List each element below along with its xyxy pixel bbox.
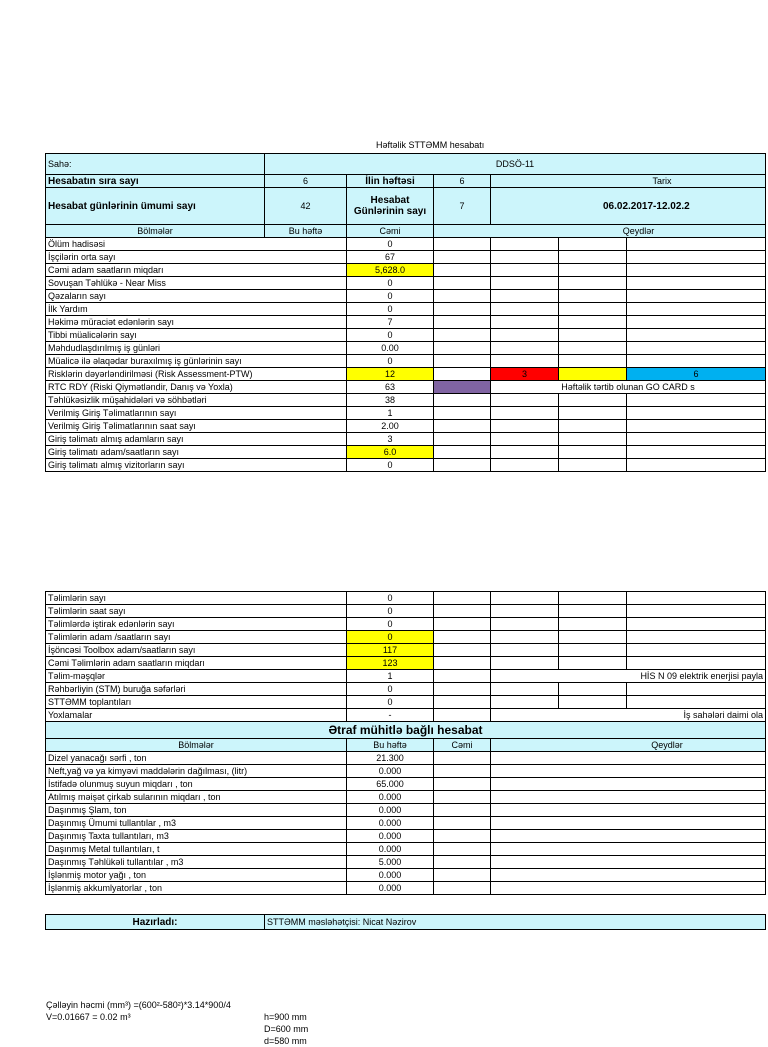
- col-this-week: Bu həftə: [265, 225, 347, 238]
- row-value-total: [434, 329, 491, 342]
- table-row: [46, 433, 766, 446]
- row-note-cell: [491, 433, 559, 446]
- row-note-cell: [491, 277, 559, 290]
- row-value-this-week: 0: [347, 696, 434, 709]
- row-value-this-week: 0.000: [347, 804, 434, 817]
- table-row: [46, 709, 766, 722]
- row-value-this-week: 2.00: [347, 420, 434, 433]
- report-title-text: Həftəlik STTƏMM hesabatı: [376, 140, 485, 150]
- row-label: Rəhbərliyin (STM) buruğa səfərləri: [46, 683, 347, 696]
- height-dim: h=900 mm: [264, 1012, 307, 1022]
- row-value-total: [434, 657, 491, 670]
- row-value-this-week: 1: [347, 407, 434, 420]
- prepared-label: Hazırladı:: [46, 915, 265, 930]
- row-value-this-week: 0: [347, 238, 434, 251]
- row-note: İş sahələri daimi ola: [491, 709, 766, 722]
- row-label: Məhdudlaşdırılmış iş günləri: [46, 342, 347, 355]
- row-value-total: [434, 407, 491, 420]
- col-sections: Bölmələr: [46, 739, 347, 752]
- row-note-cell: [559, 264, 627, 277]
- row-note-cell: [559, 696, 627, 709]
- row-note-cell: [627, 251, 766, 264]
- row-value-this-week: 0: [347, 303, 434, 316]
- row-note-cell: [491, 605, 559, 618]
- row-value-this-week: 0: [347, 290, 434, 303]
- row-value-total: [434, 752, 491, 765]
- row-label: Yoxlamalar: [46, 709, 347, 722]
- row-value-total: [434, 709, 491, 722]
- row-label: Daşınmış Ümumi tullantılar , m3: [46, 817, 347, 830]
- table-row: [46, 290, 766, 303]
- row-value-total: [434, 765, 491, 778]
- row-value-total: [434, 817, 491, 830]
- table-row: [46, 420, 766, 433]
- row-note-cell: [559, 683, 627, 696]
- row-label: Təlimlərin adam /saatların sayı: [46, 631, 347, 644]
- row-note-cell: [559, 394, 627, 407]
- site-label: Sahə:: [46, 154, 265, 175]
- row-note-cell: [491, 752, 766, 765]
- table-row: [46, 277, 766, 290]
- row-value-total: [434, 843, 491, 856]
- col-total: Cəmi: [434, 739, 491, 752]
- training-table: [45, 591, 766, 895]
- table-row: [46, 238, 766, 251]
- row-note-cell: [491, 830, 766, 843]
- row-note-cell: [491, 290, 559, 303]
- env-row: [46, 817, 766, 830]
- row-note-cell: [559, 644, 627, 657]
- row-value-total: [434, 342, 491, 355]
- row-note-cell: [491, 618, 559, 631]
- col-notes: Qeydlər: [434, 225, 766, 238]
- row-value-this-week: 0.000: [347, 882, 434, 895]
- row-value-this-week: 123: [347, 657, 434, 670]
- row-value-this-week: 0: [347, 277, 434, 290]
- row-note: HİS N 09 elektrik enerjisi payla: [491, 670, 766, 683]
- row-label: Qəzaların sayı: [46, 290, 347, 303]
- row-label: Neft,yağ və ya kimyəvi maddələrin dağılması, (litr): [46, 765, 347, 778]
- row-note-cell: [559, 433, 627, 446]
- row-label: Cəmi adam saatların miqdarı: [46, 264, 347, 277]
- risk-high-count: 3: [491, 368, 559, 381]
- row-note-cell: [491, 644, 559, 657]
- row-value-this-week: 0.000: [347, 869, 434, 882]
- row-value-total: [434, 791, 491, 804]
- row-value-this-week: 3: [347, 433, 434, 446]
- row-note-cell: [491, 238, 559, 251]
- row-note-cell: [491, 342, 559, 355]
- row-note-cell: [627, 290, 766, 303]
- table-row: [46, 381, 766, 394]
- col-sections: Bölmələr: [46, 225, 265, 238]
- row-value-this-week: 7: [347, 316, 434, 329]
- row-value-this-week: 0: [347, 355, 434, 368]
- table-row: [46, 644, 766, 657]
- table-row: [46, 670, 766, 683]
- row-label: Giriş təlimatı almış vizitorların sayı: [46, 459, 347, 472]
- row-note-cell: [627, 264, 766, 277]
- inner-diameter-dim: d=580 mm: [264, 1036, 307, 1046]
- row-label: İşlənmiş motor yağı , ton: [46, 869, 347, 882]
- site-value: DDSÖ-11: [265, 154, 766, 175]
- row-note-cell: [559, 459, 627, 472]
- row-label: İstifadə olunmuş suyun miqdarı , ton: [46, 778, 347, 791]
- report-days-value: 7: [434, 188, 491, 225]
- row-note-cell: [491, 843, 766, 856]
- env-section-title: Ətraf mühitlə bağlı hesabat: [46, 722, 766, 739]
- row-note-cell: [491, 631, 559, 644]
- row-label: Daşınmış Metal tullantıları, t: [46, 843, 347, 856]
- row-note-cell: [559, 238, 627, 251]
- row-note-cell: [491, 882, 766, 895]
- row-note-cell: [559, 277, 627, 290]
- row-note-cell: [559, 355, 627, 368]
- row-value-this-week: 0: [347, 618, 434, 631]
- row-value-this-week: 67: [347, 251, 434, 264]
- table-row: [46, 605, 766, 618]
- row-value-this-week: 21.300: [347, 752, 434, 765]
- report-number-label: Hesabatın sıra sayı: [46, 175, 265, 188]
- row-note-cell: [491, 264, 559, 277]
- report-days-label: Hesabat Günlərinin sayı: [347, 188, 434, 225]
- row-label: İlk Yardım: [46, 303, 347, 316]
- row-value-total: [434, 433, 491, 446]
- row-value-total: [434, 683, 491, 696]
- row-note-cell: [491, 657, 559, 670]
- report-days-total-label: Hesabat günlərinin ümumi sayı: [46, 188, 265, 225]
- row-label: İşlənmiş akkumlyatorlar , ton: [46, 882, 347, 895]
- env-row: [46, 791, 766, 804]
- table-row: [46, 303, 766, 316]
- row-value-this-week: 1: [347, 670, 434, 683]
- row-note-cell: [627, 644, 766, 657]
- row-label: İşöncəsi Toolbox adam/saatların sayı: [46, 644, 347, 657]
- row-note-cell: [559, 420, 627, 433]
- table-row: [46, 446, 766, 459]
- row-label: Risklərin dəyərləndirilməsi (Risk Assessment-PTW): [46, 368, 347, 381]
- row-note-cell: [559, 329, 627, 342]
- row-note-cell: [627, 303, 766, 316]
- row-label: STTƏMM toplantıları: [46, 696, 347, 709]
- row-value-total: [434, 856, 491, 869]
- env-row: [46, 843, 766, 856]
- table-row: [46, 592, 766, 605]
- col-notes: Qeydlər: [491, 739, 766, 752]
- table-row: [46, 264, 766, 277]
- env-row: [46, 830, 766, 843]
- row-label: Müalicə ilə əlaqədar buraxılmış iş günlərinin sayı: [46, 355, 347, 368]
- row-label: Sovuşan Təhlükə - Near Miss: [46, 277, 347, 290]
- row-value-this-week: 63: [347, 381, 434, 394]
- row-label: Daşınmış Taxta tullantıları, m3: [46, 830, 347, 843]
- env-row: [46, 752, 766, 765]
- row-label: Həkimə müraciət edənlərin sayı: [46, 316, 347, 329]
- row-note-cell: [491, 791, 766, 804]
- row-label: Atılmış məişət çirkab sularının miqdarı , ton: [46, 791, 347, 804]
- prepared-by-row: [45, 914, 766, 930]
- env-row: [46, 869, 766, 882]
- table-row: [46, 618, 766, 631]
- row-note: Həftəlik tərtib olunan GO CARD s: [491, 381, 766, 394]
- env-row: [46, 882, 766, 895]
- row-label: Daşınmış Şlam, ton: [46, 804, 347, 817]
- prepared-value: STTƏMM məsləhətçisi: Nicat Nəzirov: [265, 915, 766, 930]
- row-value-this-week: 0: [347, 683, 434, 696]
- row-note-cell: [491, 817, 766, 830]
- row-value-total: [434, 459, 491, 472]
- row-value-total: [434, 778, 491, 791]
- row-note-cell: [559, 316, 627, 329]
- row-note-cell: [491, 765, 766, 778]
- row-note-cell: [559, 605, 627, 618]
- row-note-cell: [559, 657, 627, 670]
- row-note-cell: [559, 303, 627, 316]
- row-note-cell: [491, 394, 559, 407]
- row-note-cell: [491, 869, 766, 882]
- volume-text: V=0.01667 = 0.02 m³: [46, 1012, 131, 1022]
- row-note-cell: [627, 618, 766, 631]
- row-note-cell: [627, 605, 766, 618]
- row-value-this-week: 0: [347, 631, 434, 644]
- env-header-row: [46, 739, 766, 752]
- row-note-cell: [627, 683, 766, 696]
- row-value-total: [434, 644, 491, 657]
- row-value-total: [434, 631, 491, 644]
- row-note-cell: [627, 631, 766, 644]
- row-value-this-week: 0.000: [347, 843, 434, 856]
- row-note-cell: [627, 420, 766, 433]
- row-note-cell: [627, 459, 766, 472]
- row-value-this-week: 0: [347, 329, 434, 342]
- row-label: Dizel yanacağı sərfi , ton: [46, 752, 347, 765]
- row-note-cell: [627, 407, 766, 420]
- risk-medium-cell: [559, 368, 627, 381]
- row-value-total: [434, 618, 491, 631]
- table-row: [46, 316, 766, 329]
- row-note-cell: [491, 804, 766, 817]
- row-note-cell: [491, 407, 559, 420]
- row-note-cell: [627, 355, 766, 368]
- table-row: [46, 459, 766, 472]
- row-value-total: [434, 303, 491, 316]
- row-label: Təlimlərdə iştirak edənlərin sayı: [46, 618, 347, 631]
- row-value-this-week: -: [347, 709, 434, 722]
- row-label: Daşınmış Təhlükəli tullantılar , m3: [46, 856, 347, 869]
- row-value-total: [434, 277, 491, 290]
- table-row: [46, 696, 766, 709]
- row-note-cell: [491, 251, 559, 264]
- row-value-total: [434, 804, 491, 817]
- row-label: Giriş təlimatı almış adamların sayı: [46, 433, 347, 446]
- row-note-cell: [491, 329, 559, 342]
- row-note-cell: [559, 407, 627, 420]
- week-label: İlin həftəsi: [347, 175, 434, 188]
- env-row: [46, 856, 766, 869]
- table-row: [46, 342, 766, 355]
- row-note-cell: [559, 631, 627, 644]
- row-value-total: [434, 251, 491, 264]
- row-value-total: [434, 290, 491, 303]
- row-note-cell: [627, 696, 766, 709]
- row-label: Verilmiş Giriş Təlimatlarının sayı: [46, 407, 347, 420]
- row-note-cell: [627, 433, 766, 446]
- table-row: [46, 407, 766, 420]
- row-value-this-week: 6.0: [347, 446, 434, 459]
- row-note-cell: [559, 592, 627, 605]
- row-value-this-week: 0: [347, 605, 434, 618]
- env-section-title-row: [46, 722, 766, 739]
- row-label: Giriş təlimatı adam/saatların sayı: [46, 446, 347, 459]
- col-total: Cəmi: [347, 225, 434, 238]
- row-note-cell: [559, 446, 627, 459]
- row-note-cell: [627, 316, 766, 329]
- row-note-cell: [627, 342, 766, 355]
- row-value-total: [434, 830, 491, 843]
- row-value-total: [434, 446, 491, 459]
- row-note-cell: [559, 251, 627, 264]
- row-value-total: [434, 696, 491, 709]
- row-value-total: [434, 355, 491, 368]
- row-value-this-week: 38: [347, 394, 434, 407]
- row-note-cell: [491, 303, 559, 316]
- row-value-this-week: 0.00: [347, 342, 434, 355]
- row-value-this-week: 0: [347, 459, 434, 472]
- row-value-this-week: 5,628.0: [347, 264, 434, 277]
- row-label: İşçilərin orta sayı: [46, 251, 347, 264]
- row-value-total: [434, 670, 491, 683]
- row-note-cell: [491, 696, 559, 709]
- row-note-cell: [491, 316, 559, 329]
- env-row: [46, 778, 766, 791]
- row-label: Təlimlərin sayı: [46, 592, 347, 605]
- row-label: Təlim-məşqlər: [46, 670, 347, 683]
- row-note-cell: [491, 592, 559, 605]
- row-note-cell: [627, 394, 766, 407]
- row-note-cell: [627, 592, 766, 605]
- row-value-this-week: 0.000: [347, 830, 434, 843]
- row-note-cell: [491, 683, 559, 696]
- date-range-value: 06.02.2017-12.02.2: [491, 188, 766, 225]
- row-label: Təhlükəsizlik müşahidələri və söhbətləri: [46, 394, 347, 407]
- report-number-value: 6: [265, 175, 347, 188]
- row-value-this-week: 5.000: [347, 856, 434, 869]
- outer-diameter-dim: D=600 mm: [264, 1024, 309, 1034]
- row-note-cell: [559, 290, 627, 303]
- date-label: Tarix: [491, 175, 766, 188]
- row-note-cell: [559, 618, 627, 631]
- table-row: [46, 657, 766, 670]
- row-label: Cəmi Təlimlərin adam saatların miqdarı: [46, 657, 347, 670]
- env-row: [46, 765, 766, 778]
- table-row: [46, 394, 766, 407]
- row-value-total: [434, 592, 491, 605]
- row-value-total: [434, 882, 491, 895]
- row-value-this-week: 0.000: [347, 817, 434, 830]
- row-value-total: [434, 605, 491, 618]
- risk-low-count: 6: [627, 368, 766, 381]
- hse-table-main: [45, 153, 766, 472]
- row-value-this-week: 0.000: [347, 791, 434, 804]
- row-note-cell: [627, 657, 766, 670]
- env-row: [46, 804, 766, 817]
- formula-text: Çəlləyin həcmi (mm³) =(600²-580²)*3.14*900/4: [46, 1000, 231, 1010]
- row-note-cell: [491, 778, 766, 791]
- row-label: Təlimlərin saat sayı: [46, 605, 347, 618]
- col-this-week: Bu həftə: [347, 739, 434, 752]
- row-value-this-week: 0.000: [347, 765, 434, 778]
- row-note-cell: [491, 856, 766, 869]
- row-note-cell: [491, 446, 559, 459]
- row-label: Verilmiş Giriş Təlimatlarının saat sayı: [46, 420, 347, 433]
- row-note-cell: [491, 459, 559, 472]
- row-note-cell: [627, 329, 766, 342]
- row-value-total: [434, 420, 491, 433]
- row-value-this-week: 0: [347, 592, 434, 605]
- table-row: [46, 683, 766, 696]
- row-value-total: [434, 264, 491, 277]
- row-value-total: [434, 316, 491, 329]
- row-note-cell: [491, 355, 559, 368]
- week-value: 6: [434, 175, 491, 188]
- table-row: [46, 355, 766, 368]
- row-note-cell: [491, 420, 559, 433]
- table-row: [46, 329, 766, 342]
- row-value-this-week: 65.000: [347, 778, 434, 791]
- row-label: Tibbi müalicələrin sayı: [46, 329, 347, 342]
- table-row: [46, 251, 766, 264]
- row-value-this-week: 117: [347, 644, 434, 657]
- row-value-total: [434, 394, 491, 407]
- row-label: RTC RDY (Riski Qiymətləndir, Danış və Yoxla): [46, 381, 347, 394]
- row-value-this-week: 12: [347, 368, 434, 381]
- row-note-cell: [559, 342, 627, 355]
- row-value-total: [434, 368, 491, 381]
- row-note-cell: [627, 446, 766, 459]
- report-days-total-value: 42: [265, 188, 347, 225]
- row-label: Ölüm hadisəsi: [46, 238, 347, 251]
- row-note-cell: [627, 238, 766, 251]
- row-value-total: [434, 381, 491, 394]
- row-note-cell: [627, 277, 766, 290]
- table-row: [46, 368, 766, 381]
- table-row: [46, 631, 766, 644]
- row-value-total: [434, 238, 491, 251]
- row-value-total: [434, 869, 491, 882]
